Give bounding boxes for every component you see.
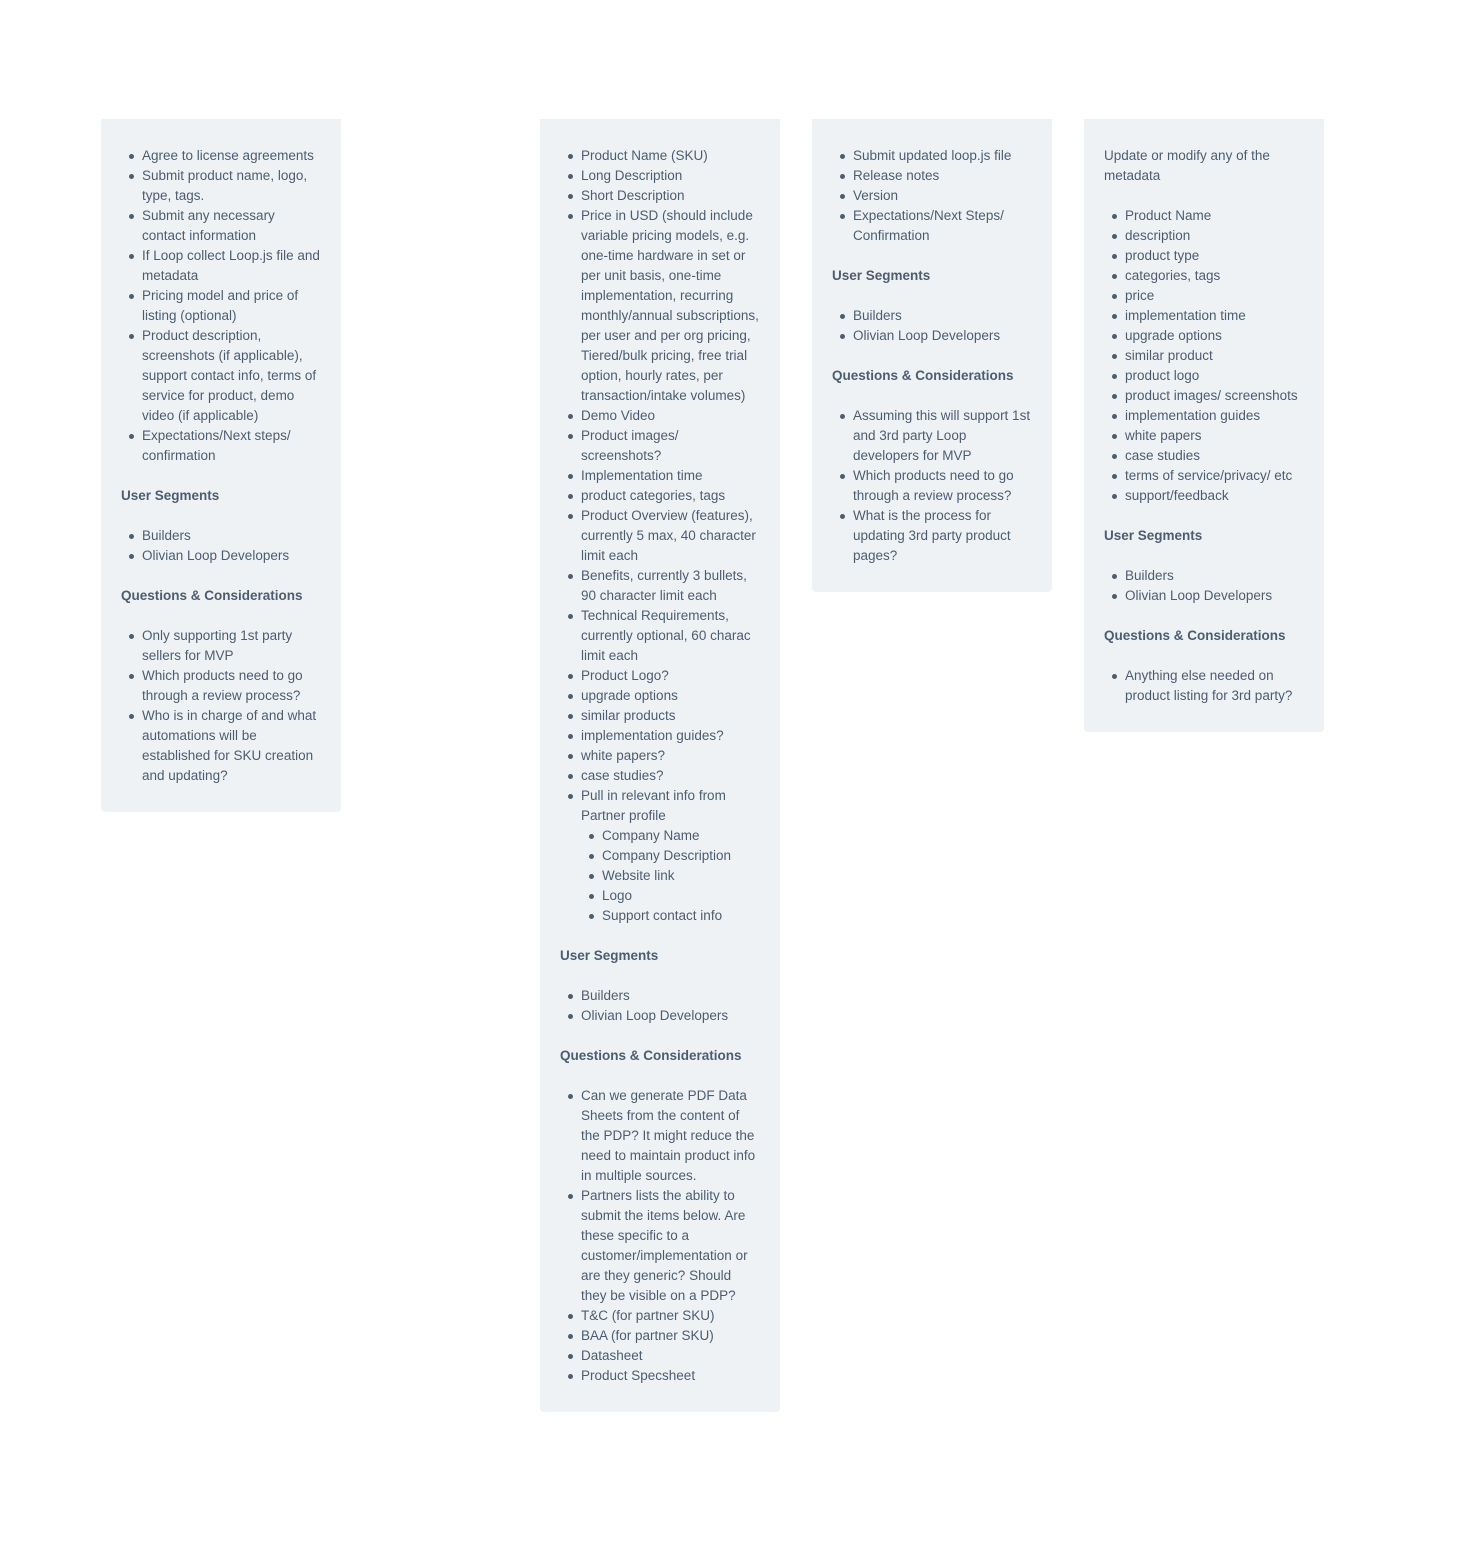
list-item: Which products need to go through a review process? — [832, 466, 1032, 506]
steps-list — [560, 146, 760, 926]
segments-list — [560, 986, 760, 1026]
user-segments-heading: User Segments — [121, 488, 220, 503]
questions-heading: Questions & Considerations — [832, 368, 1014, 383]
list-item: If Loop collect Loop.js file and metadata — [121, 246, 321, 286]
list-item: What is the process for updating 3rd party product pages? — [832, 506, 1032, 566]
sub-list-item: Website link — [581, 866, 760, 886]
segments-list — [121, 526, 321, 566]
list-item: T&C (for partner SKU) — [560, 1306, 760, 1326]
list-item: implementation guides — [1104, 406, 1304, 426]
questions-list — [121, 626, 321, 786]
list-item: similar products — [560, 706, 760, 726]
card-update-loop-file — [812, 119, 1052, 592]
questions-list — [560, 1086, 760, 1386]
list-item: Datasheet — [560, 1346, 760, 1366]
list-item: Product Name — [1104, 206, 1304, 226]
list-item: Builders — [560, 986, 760, 1006]
list-item: Who is in charge of and what automations will be established for SKU creation and updating? — [121, 706, 321, 786]
card-submit-listing — [101, 119, 341, 812]
steps-list — [832, 146, 1032, 246]
list-item: Technical Requirements, currently optional, 60 charac limit each — [560, 606, 760, 666]
sub-list-item: Support contact info — [581, 906, 760, 926]
list-item: product logo — [1104, 366, 1304, 386]
user-segments-heading: User Segments — [832, 268, 931, 283]
card-product-details — [540, 119, 780, 1412]
list-item: Product Overview (features), currently 5 max, 40 character limit each — [560, 506, 760, 566]
questions-heading: Questions & Considerations — [1104, 628, 1286, 643]
list-item: Product images/ screenshots? — [560, 426, 760, 466]
list-item: Product description, screenshots (if applicable), support contact info, terms of service for product, demo video (if applicable) — [121, 326, 321, 426]
list-item: product type — [1104, 246, 1304, 266]
list-item: Product Logo? — [560, 666, 760, 686]
card-intro-text: Update or modify any of the metadata — [1104, 148, 1270, 183]
list-item: Which products need to go through a review process? — [121, 666, 321, 706]
list-item: Short Description — [560, 186, 760, 206]
list-item: Olivian Loop Developers — [1104, 586, 1304, 606]
list-item: upgrade options — [560, 686, 760, 706]
segments-list — [832, 306, 1032, 346]
list-item: categories, tags — [1104, 266, 1304, 286]
list-item: Only supporting 1st party sellers for MVP — [121, 626, 321, 666]
user-segments-heading: User Segments — [1104, 528, 1203, 543]
list-item: Expectations/Next steps/ confirmation — [121, 426, 321, 466]
list-item: Product Name (SKU) — [560, 146, 760, 166]
list-item: Price in USD (should include variable pricing models, e.g. one-time hardware in set or per unit basis, one-time implementation, recurring monthly/annual subscriptions, per user and per org pricing, Tiered/bulk pricing, free trial option, hourly rates, per transaction/intake volumes) — [560, 206, 760, 406]
list-item: Submit updated loop.js file — [832, 146, 1032, 166]
list-item: Version — [832, 186, 1032, 206]
list-item: Long Description — [560, 166, 760, 186]
sub-list-item: Company Name — [581, 826, 760, 846]
list-item: terms of service/privacy/ etc — [1104, 466, 1304, 486]
list-item: Benefits, currently 3 bullets, 90 character limit each — [560, 566, 760, 606]
list-item: Anything else needed on product listing for 3rd party? — [1104, 666, 1304, 706]
list-item: implementation guides? — [560, 726, 760, 746]
list-item: Builders — [1104, 566, 1304, 586]
list-item: white papers? — [560, 746, 760, 766]
list-item: Olivian Loop Developers — [121, 546, 321, 566]
list-item: Can we generate PDF Data Sheets from the content of the PDP? It might reduce the need to maintain product info in multiple sources. — [560, 1086, 760, 1186]
questions-heading: Questions & Considerations — [560, 1048, 742, 1063]
questions-list — [1104, 666, 1304, 706]
list-item: case studies — [1104, 446, 1304, 466]
list-item-partner-profile — [560, 786, 760, 926]
list-item: product images/ screenshots — [1104, 386, 1304, 406]
list-item: upgrade options — [1104, 326, 1304, 346]
list-item: similar product — [1104, 346, 1304, 366]
list-item: Assuming this will support 1st and 3rd party Loop developers for MVP — [832, 406, 1032, 466]
list-item: Agree to license agreements — [121, 146, 321, 166]
list-item: case studies? — [560, 766, 760, 786]
list-item: Builders — [832, 306, 1032, 326]
list-item: description — [1104, 226, 1304, 246]
list-item-label: Pull in relevant info from Partner profile — [581, 788, 726, 823]
list-item: white papers — [1104, 426, 1304, 446]
list-item: Builders — [121, 526, 321, 546]
list-item: Implementation time — [560, 466, 760, 486]
list-item: Olivian Loop Developers — [832, 326, 1032, 346]
questions-heading: Questions & Considerations — [121, 588, 303, 603]
list-item: implementation time — [1104, 306, 1304, 326]
list-item: Pricing model and price of listing (optional) — [121, 286, 321, 326]
list-item: Olivian Loop Developers — [560, 1006, 760, 1026]
list-item: Product Specsheet — [560, 1366, 760, 1386]
list-item: Submit any necessary contact information — [121, 206, 321, 246]
list-item: Release notes — [832, 166, 1032, 186]
steps-list — [121, 146, 321, 466]
profile-sublist — [581, 826, 760, 926]
sub-list-item: Logo — [581, 886, 760, 906]
steps-list — [1104, 206, 1304, 506]
list-item: Demo Video — [560, 406, 760, 426]
list-item: product categories, tags — [560, 486, 760, 506]
questions-list — [832, 406, 1032, 566]
list-item: support/feedback — [1104, 486, 1304, 506]
list-item: Expectations/Next Steps/ Confirmation — [832, 206, 1032, 246]
sub-list-item: Company Description — [581, 846, 760, 866]
list-item: price — [1104, 286, 1304, 306]
user-segments-heading: User Segments — [560, 948, 659, 963]
segments-list — [1104, 566, 1304, 606]
card-modify-metadata — [1084, 119, 1324, 732]
list-item: Partners lists the ability to submit the items below. Are these specific to a customer/implementation or are they generic? Should they be visible on a PDP? — [560, 1186, 760, 1306]
list-item: BAA (for partner SKU) — [560, 1326, 760, 1346]
list-item: Submit product name, logo, type, tags. — [121, 166, 321, 206]
